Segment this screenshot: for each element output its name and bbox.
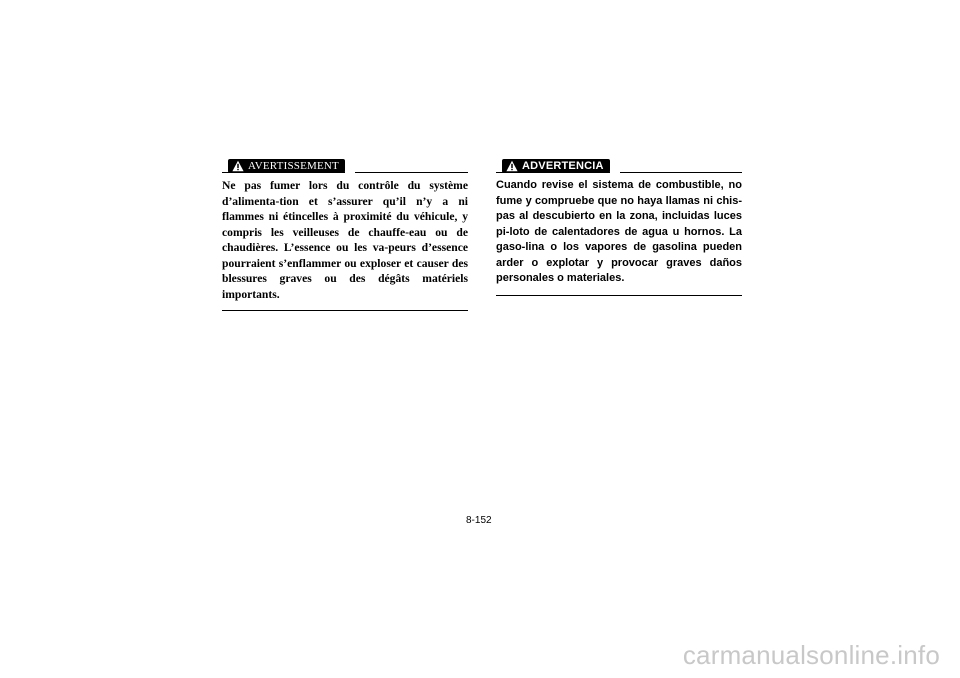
page-number: 8-152 (466, 515, 492, 526)
watermark: carmanualsonline.info (682, 640, 940, 670)
spanish-warning-text: Cuando revise el sistema de combustible, no fume y compruebe que no haya llamas ni chis-pas al descubierto en la zona, incluidas luces pi-loto de calentadores de agua u hornos. La gaso-lina o los vapores de gasolina pueden arder o explotar y provocar graves daños personales o materiales. (496, 179, 742, 284)
french-warning-text: Ne pas fumer lors du contrôle du système d’alimenta-tion et s’assurer qu’il n’y a ni flammes ni étincelles à proximité du véhicule, y compris les veilleuses de chauffe-eau ou de chaudières. L’essence ou les va-peurs d’essence pourraient s’enflammer ou exploser et causer des blessures graves ou des dégâts matériels importants. (222, 179, 468, 301)
spanish-warning-badge (502, 159, 610, 173)
spanish-warning-heading: ADVERTENCIA (522, 160, 604, 172)
warning-triangle-icon (506, 160, 518, 172)
french-warning-bottom-rule (222, 310, 468, 311)
spanish-warning-block (496, 156, 742, 296)
french-warning-badge (228, 159, 345, 173)
french-warning-block (222, 156, 468, 311)
warning-triangle-icon (232, 160, 244, 172)
french-warning-heading: AVERTISSEMENT (248, 160, 339, 172)
french-warning-header (222, 156, 468, 176)
spanish-warning-header (496, 156, 742, 176)
spanish-warning-bottom-rule (496, 295, 742, 296)
